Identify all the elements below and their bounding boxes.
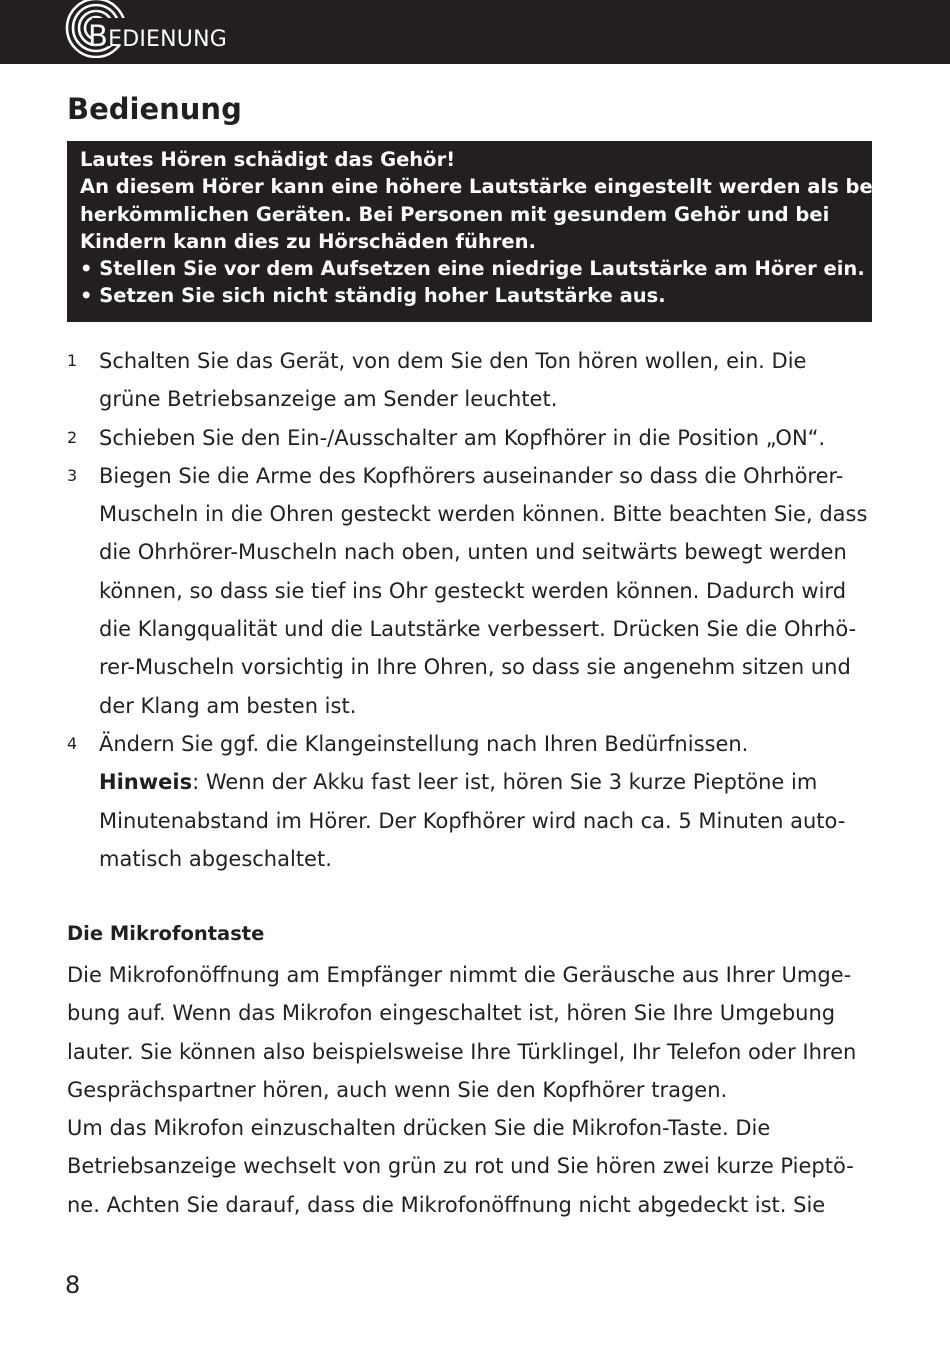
- step-line: grüne Betriebsanzeige am Sender leuchtet.: [99, 387, 558, 412]
- step-line: Schieben Sie den Ein-/Ausschalter am Kopfhörer in die Position „ON“.: [99, 425, 826, 450]
- step-line: Biegen Sie die Arme des Kopfhörers auseinander so dass die Ohrhörer-: [99, 463, 844, 488]
- microphone-section-heading: Die Mikrofontaste: [67, 922, 265, 945]
- warning-line: Lautes Hören schädigt das Gehör!: [80, 148, 456, 171]
- body-line: ne. Achten Sie darauf, dass die Mikrofonöffnung nicht abgedeckt ist. Sie: [67, 1192, 826, 1217]
- note-line: matisch abgeschaltet.: [99, 846, 332, 871]
- step-2: [67, 419, 877, 457]
- body-line: Um das Mikrofon einzuschalten drücken Sie die Mikrofon-Taste. Die: [67, 1116, 771, 1141]
- step-1: [67, 342, 877, 419]
- step-3: [67, 457, 877, 725]
- note-line: Minutenabstand im Hörer. Der Kopfhörer wird nach ca. 5 Minuten auto-: [99, 808, 846, 833]
- step-number: 3: [67, 465, 78, 485]
- step-text: [99, 457, 877, 725]
- header-section-initial: B: [88, 19, 109, 53]
- header-section-rest: EDIENUNG: [108, 27, 228, 52]
- warning-line: An diesem Hörer kann eine höhere Lautstärke eingestellt werden als bei: [80, 175, 880, 199]
- warning-line: Kindern kann dies zu Hörschäden führen.: [80, 229, 536, 253]
- microphone-section-body: [67, 956, 882, 1224]
- step-number: 1: [67, 351, 78, 370]
- note-text: : Wenn der Akku fast leer ist, hören Sie 3 kurze Pieptöne im: [192, 770, 818, 795]
- header-section-title: [88, 19, 228, 53]
- step-text: [99, 419, 877, 457]
- step-line: rer-Muscheln vorsichtig in Ihre Ohren, so dass sie angenehm sitzen und: [99, 655, 851, 680]
- step-number: 4: [67, 733, 78, 753]
- note-label: Hinweis: [99, 770, 193, 795]
- warning-line: • Setzen Sie sich nicht ständig hoher Lautstärke aus.: [80, 284, 666, 308]
- body-line: Gesprächspartner hören, auch wenn Sie den Kopfhörer tragen.: [67, 1077, 728, 1102]
- step-line: Ändern Sie ggf. die Klangeinstellung nach Ihren Bedürfnissen.: [99, 731, 749, 756]
- body-line: lauter. Sie können also beispielsweise Ihre Türklingel, Ihr Telefon oder Ihren: [67, 1039, 857, 1064]
- step-4: [67, 725, 877, 878]
- page-number: 8: [65, 1271, 81, 1299]
- hearing-warning-box: [67, 141, 880, 322]
- note-line: [99, 763, 877, 801]
- step-line: können, so dass sie tief ins Ohr gesteckt werden können. Dadurch wird: [99, 578, 847, 603]
- step-line: der Klang am besten ist.: [99, 693, 357, 718]
- body-line: Die Mikrofonöffnung am Empfänger nimmt die Geräusche aus Ihrer Umge-: [67, 963, 852, 987]
- step-text: [99, 725, 877, 878]
- page-title: Bedienung: [67, 92, 242, 126]
- step-line: die Ohrhörer-Muscheln nach oben, unten und seitwärts bewegt werden: [99, 540, 847, 565]
- warning-line: herkömmlichen Geräten. Bei Personen mit gesundem Gehör und bei: [80, 202, 830, 226]
- operation-steps-list: [67, 342, 877, 878]
- step-line: die Klangqualität und die Lautstärke verbessert. Drücken Sie die Ohrhö-: [99, 617, 857, 642]
- step-line: Muscheln in die Ohren gesteckt werden können. Bitte beachten Sie, dass: [99, 502, 868, 527]
- warning-line: • Stellen Sie vor dem Aufsetzen eine niedrige Lautstärke am Hörer ein.: [80, 257, 865, 281]
- body-line: bung auf. Wenn das Mikrofon eingeschaltet ist, hören Sie Ihre Umgebung: [67, 1001, 836, 1026]
- step-text: [99, 342, 877, 419]
- step-number: 2: [67, 427, 78, 447]
- step-line: Schalten Sie das Gerät, von dem Sie den Ton hören wollen, ein. Die: [99, 349, 807, 373]
- body-line: Betriebsanzeige wechselt von grün zu rot und Sie hören zwei kurze Pieptö-: [67, 1154, 854, 1179]
